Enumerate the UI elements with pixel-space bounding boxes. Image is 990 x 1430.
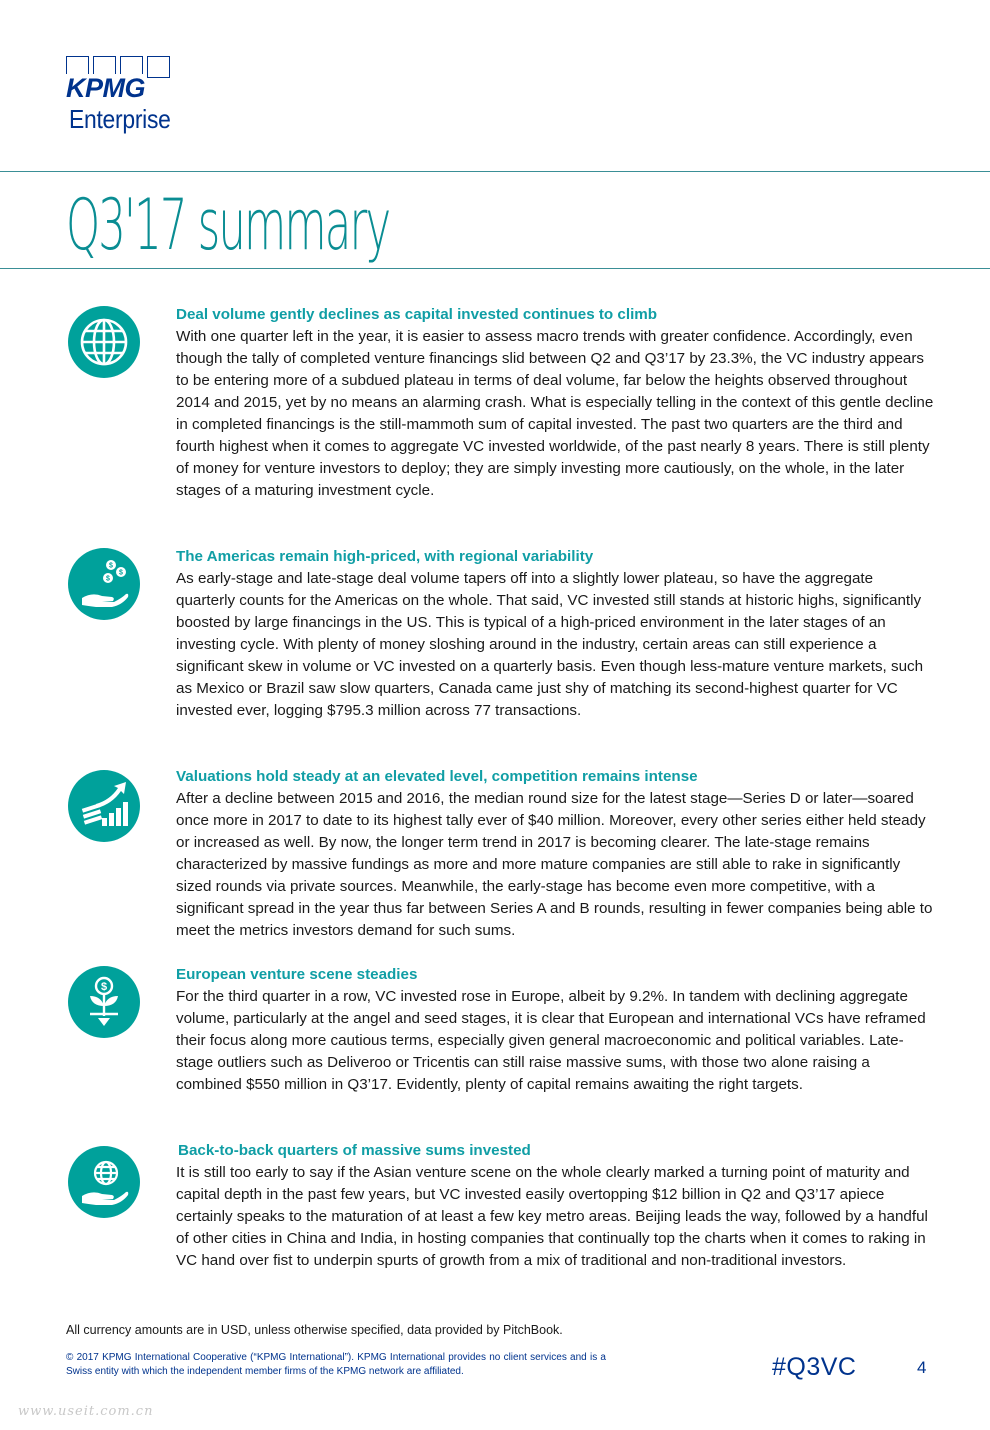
hand-globe-icon [68,1146,140,1218]
hashtag: #Q3VC [772,1353,857,1381]
section-body: It is still too early to say if the Asian venture scene on the whole clearly marked a turning point of maturity and capital depth in the past few years, but VC invested easily overtopping $12 billion in Q2 and Q3’17 apiece certainly speaks to the maturation of at least a few key metro areas. Beijing leads the way, followed by a handful of other cities in China and India, in hosting companies that continually top the charts when it comes to raking in VC hand over fist to underpin spurts of growth from a mix of traditional and non-traditional investors. [176,1164,928,1269]
money-growth-chart-icon [68,770,140,842]
svg-text:$: $ [119,569,123,577]
section-body: For the third quarter in a row, VC invested rose in Europe, albeit by 9.2%. In tandem with declining aggregate volume, particularly at the angel and seed stages, it is clear that European and international VCs have reframed their focus along more cautious terms, especially given general macroeconomic and political variables. Late-stage outliers such as Deliveroo or Tricentis can still raise massive sums, with those two alone raising a combined $550 million in Q3’17. Evidently, plenty of capital remains awaiting the right targets. [176,988,926,1093]
section-body: With one quarter left in the year, it is easier to assess macro trends with greater confidence. Accordingly, even though the tally of completed venture financings slid between Q2 and Q3’17 by 23.3%, the VC industry appears to be entering more of a subdued plateau in terms of deal volume, far below the heights observed throughout 2014 and 2015, yet by no means an alarming crash. What is especially telling in the context of this gentle decline in completed financings is the still-mammoth sum of capital invested. The past two quarters are the third and fourth highest when it comes to aggregate VC invested worldwide, of the past nearly 8 years. There is still plenty of money for venture investors to deploy; they are simply investing more cautiously, on the whole, in the later stages of a maturing investment cycle. [176,328,934,499]
header-divider-bottom [0,268,990,269]
section-heading: Valuations hold steady at an elevated level, competition remains intense [176,768,698,785]
section-heading: Back-to-back quarters of massive sums invested [178,1142,531,1159]
watermark: www.useit.com.cn [18,1404,154,1419]
page-title: Q3'17 summary [66,184,390,266]
copyright-notice: © 2017 KPMG International Cooperative (“KPMG International”). KPMG International provides no client services and is a Swiss entity with which the independent member firms of the KPMG network are affiliated. [66,1352,606,1377]
svg-text:$: $ [109,562,113,570]
currency-note: All currency amounts are in USD, unless otherwise specified, data provided by PitchBook. [66,1323,563,1337]
logo-subtitle: Enterprise [69,104,171,134]
section-heading: Deal volume gently declines as capital invested continues to climb [176,306,658,323]
section-body: After a decline between 2015 and 2016, the median round size for the latest stage—Series D or later—soared once more in 2017 to date to its highest tally ever of $40 million. Moreover, every other series either held steady or increased as well. By now, the longer term trend in 2017 is becoming clearer. The late-stage remains characterized by massive fundings as more and more mature companies are still able to rake in significantly sized rounds via private sources. Meanwhile, the early-stage has become even more competitive, with a significant spread in the year thus far between Series A and B rounds, resulting in fewer companies being able to meet the metrics investors demand for such sums. [176,790,933,939]
money-plant-icon [68,966,140,1038]
page-number: 4 [917,1358,927,1377]
section-heading: European venture scene steadies [176,966,418,983]
svg-text:$: $ [100,981,108,993]
hand-coins-icon [68,548,140,620]
svg-text:$: $ [106,575,110,583]
logo-wordmark: KPMG [66,73,145,103]
header-divider-top [0,171,990,172]
section-heading: The Americas remain high-priced, with regional variability [176,548,594,565]
globe-icon [68,306,140,378]
kpmg-logo [66,56,206,136]
section-body: As early-stage and late-stage deal volume tapers off into a slightly lower plateau, so have the aggregate quarterly counts for the Americas on the whole. That said, VC invested still stands at historic highs, significantly boosted by large financings in the US. This is typical of a high-priced environment in the later stages of an investing cycle. With plenty of money sloshing around in the industry, certain areas can still experience a significant skew in volume or VC invested on a quarterly basis. Even though less-mature venture markets, such as Mexico or Brazil saw slow quarters, Canada came just shy of matching its second-highest quarter for VC invested ever, logging $795.3 million across 77 transactions. [176,570,924,719]
